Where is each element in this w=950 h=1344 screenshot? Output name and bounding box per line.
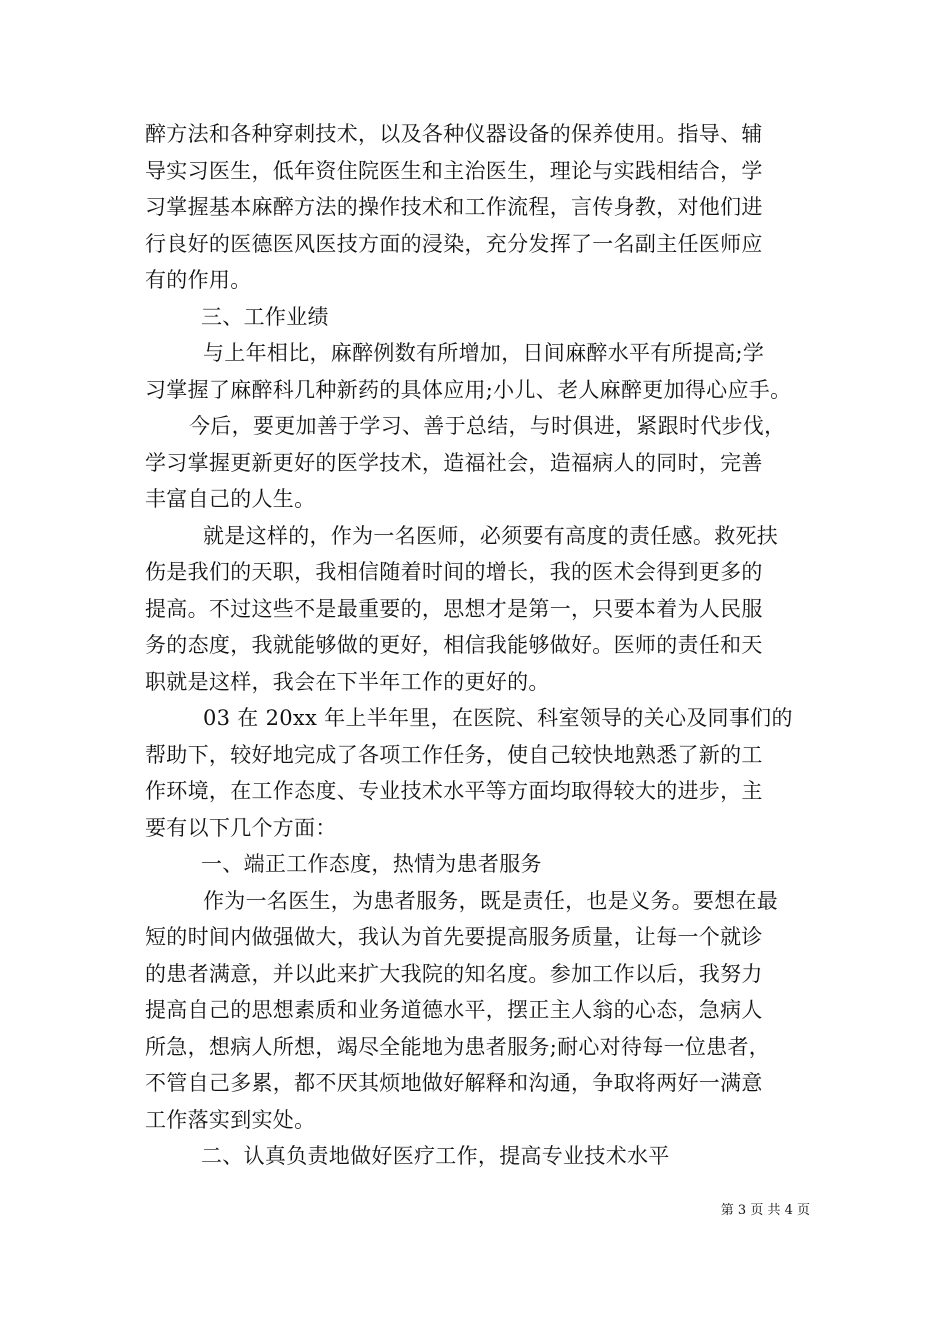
body-line: 醉方法和各种穿刺技术，以及各种仪器设备的保养使用。指导、辅 — [145, 122, 763, 146]
body-line: 务的态度，我就能够做的更好，相信我能够做好。医师的责任和天 — [145, 633, 763, 657]
body-line: 习掌握了麻醉科几种新药的具体应用;小儿、老人麻醉更加得心应手。 — [145, 377, 792, 402]
body-line: 提高。不过这些不是最重要的，思想才是第一，只要本着为人民服 — [145, 596, 763, 621]
body-line: 行良好的医德医风医技方面的浸染，充分发挥了一名副主任医师应 — [145, 231, 763, 256]
body-line: 丰富自己的人生。 — [145, 487, 316, 511]
body-line: 工作落实到实处。 — [145, 1107, 316, 1132]
body-line: 所急，想病人所想，竭尽全能地为患者服务;耐心对待每一位患者， — [145, 1034, 771, 1059]
body-line: 03 在 20xx 年上半年里，在医院、科室领导的关心及同事们的 — [203, 706, 793, 730]
body-line: 帮助下，较好地完成了各项工作任务，使自己较快地熟悉了新的工 — [145, 742, 763, 767]
section-heading: 二、认真负责地做好医疗工作，提高专业技术水平 — [201, 1144, 670, 1168]
body-line: 就是这样的，作为一名医师，必须要有高度的责任感。救死扶 — [203, 523, 779, 548]
section-heading: 三、工作业绩 — [201, 304, 329, 329]
document-body — [145, 116, 817, 1175]
page-number-footer: 第 3 页 共 4 页 — [720, 1203, 810, 1218]
body-line: 要有以下几个方面： — [145, 815, 337, 840]
body-line: 与上年相比，麻醉例数有所增加，日间麻醉水平有所提高;学 — [203, 341, 765, 365]
body-line: 提高自己的思想素质和业务道德水平，摆正主人翁的心态，急病人 — [145, 998, 763, 1022]
body-line: 有的作用。 — [145, 268, 252, 292]
section-heading: 一、端正工作态度，热情为患者服务 — [201, 852, 542, 876]
body-line: 不管自己多累，都不厌其烦地做好解释和沟通，争取将两好一满意 — [145, 1071, 763, 1095]
body-line: 习掌握基本麻醉方法的操作技术和工作流程，言传身教，对他们进 — [145, 195, 763, 219]
body-line: 今后，要更加善于学习、善于总结，与时俱进，紧跟时代步伐， — [189, 414, 786, 438]
body-line: 学习掌握更新更好的医学技术，造福社会，造福病人的同时，完善 — [145, 450, 763, 475]
body-line: 伤是我们的天职，我相信随着时间的增长，我的医术会得到更多的 — [145, 560, 763, 584]
body-line: 作环境，在工作态度、专业技术水平等方面均取得较大的进步，主 — [145, 779, 763, 803]
body-line: 短的时间内做强做大，我认为首先要提高服务质量，让每一个就诊 — [145, 925, 763, 949]
body-line: 作为一名医生，为患者服务，既是责任，也是义务。要想在最 — [203, 888, 779, 913]
body-line: 的患者满意，并以此来扩大我院的知名度。参加工作以后，我努力 — [145, 961, 763, 986]
body-line: 导实习医生，低年资住院医生和主治医生，理论与实践相结合，学 — [145, 158, 763, 183]
body-line: 职就是这样，我会在下半年工作的更好的。 — [145, 669, 550, 694]
